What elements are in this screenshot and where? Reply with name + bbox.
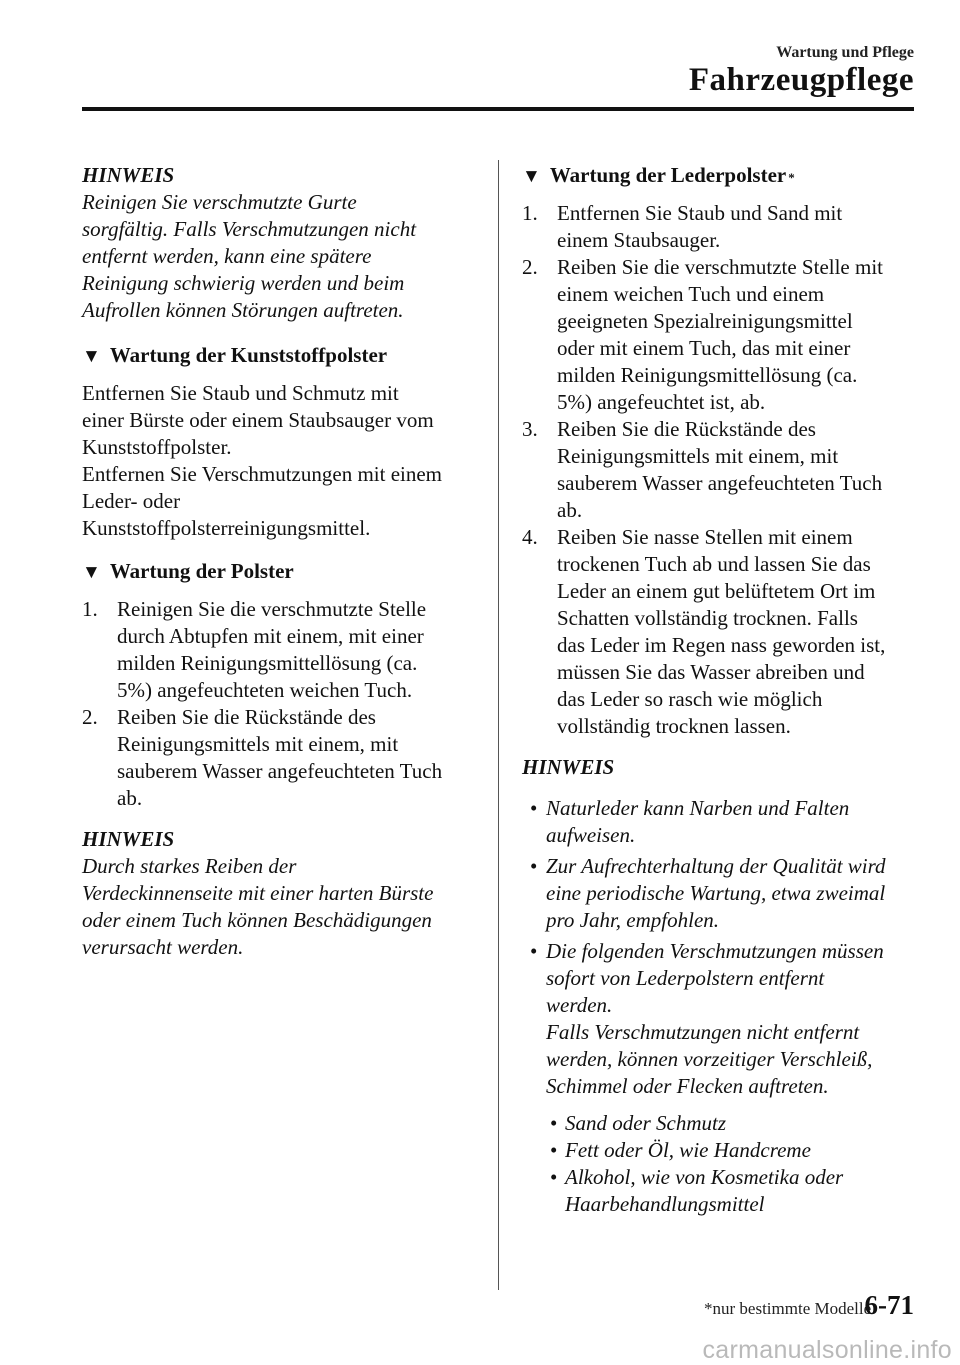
- note-block-1: [82, 162, 472, 324]
- body-line: Entfernen Sie Staub und Schmutz mit: [82, 381, 399, 405]
- step-line: oder mit einem Tuch, das mit einer: [557, 336, 851, 360]
- bullet-line: Schimmel oder Flecken auftreten.: [546, 1074, 829, 1098]
- page-number: 6-71: [864, 1290, 914, 1320]
- bullet-line: Alkohol, wie von Kosmetika oder: [565, 1165, 844, 1189]
- list-item: [82, 704, 472, 812]
- bullet-line: pro Jahr, empfohlen.: [546, 908, 720, 932]
- step-line: trockenen Tuch ab und lassen Sie das: [557, 552, 871, 576]
- note-line: Durch starkes Reiben der: [82, 854, 297, 878]
- note-bullets: [522, 795, 914, 1100]
- list-item: [522, 524, 914, 740]
- bullet-dot-icon: •: [550, 1111, 558, 1135]
- note-line: Verdeckinnenseite mit einer harten Bürste: [82, 881, 434, 905]
- bullet-dot-icon: •: [530, 939, 538, 963]
- header-rule: [82, 107, 914, 111]
- step-number: 2.: [522, 255, 538, 279]
- step-number: 1.: [82, 597, 98, 621]
- body-line: Kunststoffpolster.: [82, 435, 232, 459]
- leder-steps: [522, 200, 914, 740]
- left-column: [82, 162, 472, 961]
- footnote: *nur bestimmte Modelle: [704, 1299, 872, 1318]
- bullet-dot-icon: •: [530, 854, 538, 878]
- body-line: Leder- oder: [82, 489, 181, 513]
- bullet-dot-icon: •: [530, 796, 538, 820]
- section-heading-leder: ▼ Wartung der Lederpolster *: [522, 162, 914, 190]
- list-item: [522, 853, 914, 934]
- bullet-line: werden.: [546, 993, 613, 1017]
- list-item: [522, 938, 914, 1100]
- kunststoff-body: [82, 380, 472, 542]
- bullet-line: Naturleder kann Narben und Falten: [546, 796, 850, 820]
- triangle-down-icon: ▼: [522, 166, 541, 187]
- bullet-line: Zur Aufrechterhaltung der Qualität wird: [546, 854, 886, 878]
- step-line: ab.: [117, 786, 143, 810]
- note-line: Aufrollen können Störungen auftreten.: [82, 298, 404, 322]
- step-line: ab.: [557, 498, 583, 522]
- list-item: [522, 1110, 914, 1137]
- step-number: 4.: [522, 525, 538, 549]
- body-line: Kunststoffpolsterreinigungsmittel.: [82, 516, 371, 540]
- step-line: vollständig trocknen lassen.: [557, 714, 791, 738]
- section-heading-polster: [82, 558, 472, 586]
- step-line: 5%) angefeuchteten weichen Tuch.: [117, 678, 413, 702]
- page-title: Fahrzeugpflege: [688, 62, 914, 98]
- note-line: Reinigen Sie verschmutzte Gurte: [82, 190, 357, 214]
- step-line: einem Staubsauger.: [557, 228, 721, 252]
- step-line: sauberem Wasser angefeuchteten Tuch: [557, 471, 883, 495]
- column-divider: [498, 160, 499, 1290]
- body-line: einer Bürste oder einem Staubsauger vom: [82, 408, 434, 432]
- note-title: HINWEIS: [522, 755, 615, 779]
- right-column: [522, 162, 914, 1218]
- list-item: [522, 200, 914, 254]
- step-line: müssen Sie das Wasser abreiben und: [557, 660, 865, 684]
- step-line: Reiben Sie die verschmutzte Stelle mit: [557, 255, 884, 279]
- bullet-dot-icon: •: [550, 1165, 558, 1189]
- step-line: Entfernen Sie Staub und Sand mit: [557, 201, 843, 225]
- list-item: [522, 416, 914, 524]
- step-line: Reinigen Sie die verschmutzte Stelle: [117, 597, 427, 621]
- note-block-3: [522, 754, 914, 1218]
- triangle-down-icon: ▼: [82, 346, 101, 367]
- step-line: sauberem Wasser angefeuchteten Tuch: [117, 759, 443, 783]
- step-line: durch Abtupfen mit einem, mit einer: [117, 624, 424, 648]
- step-line: Schatten vollständig trocknen. Falls: [557, 606, 858, 630]
- step-line: Reiben Sie nasse Stellen mit einem: [557, 525, 853, 549]
- heading-text: Wartung der Lederpolster: [549, 163, 787, 187]
- step-line: das Leder im Regen nass geworden ist,: [557, 633, 886, 657]
- bullet-line: eine periodische Wartung, etwa zweimal: [546, 881, 886, 905]
- triangle-down-icon: ▼: [82, 562, 101, 583]
- list-item: [82, 596, 472, 704]
- bullet-line: werden, können vorzeitiger Verschleiß,: [546, 1047, 873, 1071]
- list-item: [522, 795, 914, 849]
- bullet-dot-icon: •: [550, 1138, 558, 1162]
- polster-steps: [82, 596, 472, 812]
- step-line: geeigneten Spezialreinigungsmittel: [557, 309, 853, 333]
- step-line: das Leder so rasch wie möglich: [557, 687, 823, 711]
- bullet-line: Falls Verschmutzungen nicht entfernt: [546, 1020, 860, 1044]
- heading-text: Wartung der Polster: [109, 559, 294, 583]
- step-number: 2.: [82, 705, 98, 729]
- watermark: carmanualsonline.info: [702, 1336, 952, 1364]
- step-line: Reiben Sie die Rückstände des: [557, 417, 816, 441]
- header-section: Wartung und Pflege: [776, 44, 914, 61]
- body-line: Entfernen Sie Verschmutzungen mit einem: [82, 462, 443, 486]
- section-heading-kunststoff: [82, 342, 472, 370]
- list-item: [522, 254, 914, 416]
- step-line: Leder an einem gut belüftetem Ort im: [557, 579, 876, 603]
- list-item: [522, 1164, 914, 1218]
- note-line: oder einem Tuch können Beschädigungen: [82, 908, 432, 932]
- step-line: Reinigungsmittels mit einem, mit: [557, 444, 839, 468]
- step-number: 1.: [522, 201, 538, 225]
- note-title: HINWEIS: [82, 163, 175, 187]
- bullet-line: Die folgenden Verschmutzungen müssen: [546, 939, 884, 963]
- step-line: milden Reinigungsmittellösung (ca.: [117, 651, 418, 675]
- step-line: 5%) angefeuchtet ist, ab.: [557, 390, 766, 414]
- note-line: entfernt werden, kann eine spätere: [82, 244, 372, 268]
- note-subbullets: [522, 1110, 914, 1218]
- list-item: [522, 1137, 914, 1164]
- note-block-2: [82, 826, 472, 961]
- step-line: Reiben Sie die Rückstände des: [117, 705, 376, 729]
- note-line: verursacht werden.: [82, 935, 244, 959]
- note-line: Reinigung schwierig werden und beim: [82, 271, 405, 295]
- bullet-line: sofort von Lederpolstern entfernt: [546, 966, 825, 990]
- step-line: Reinigungsmittels mit einem, mit: [117, 732, 399, 756]
- bullet-line: Sand oder Schmutz: [565, 1111, 726, 1135]
- bullet-line: aufweisen.: [546, 823, 636, 847]
- heading-text: Wartung der Kunststoffpolster: [109, 343, 388, 367]
- bullet-line: Fett oder Öl, wie Handcreme: [565, 1138, 811, 1162]
- bullet-line: Haarbehandlungsmittel: [565, 1192, 765, 1216]
- step-number: 3.: [522, 417, 538, 441]
- note-line: sorgfältig. Falls Verschmutzungen nicht: [82, 217, 417, 241]
- step-line: einem weichen Tuch und einem: [557, 282, 825, 306]
- note-title: HINWEIS: [82, 827, 175, 851]
- step-line: milden Reinigungsmittellösung (ca.: [557, 363, 858, 387]
